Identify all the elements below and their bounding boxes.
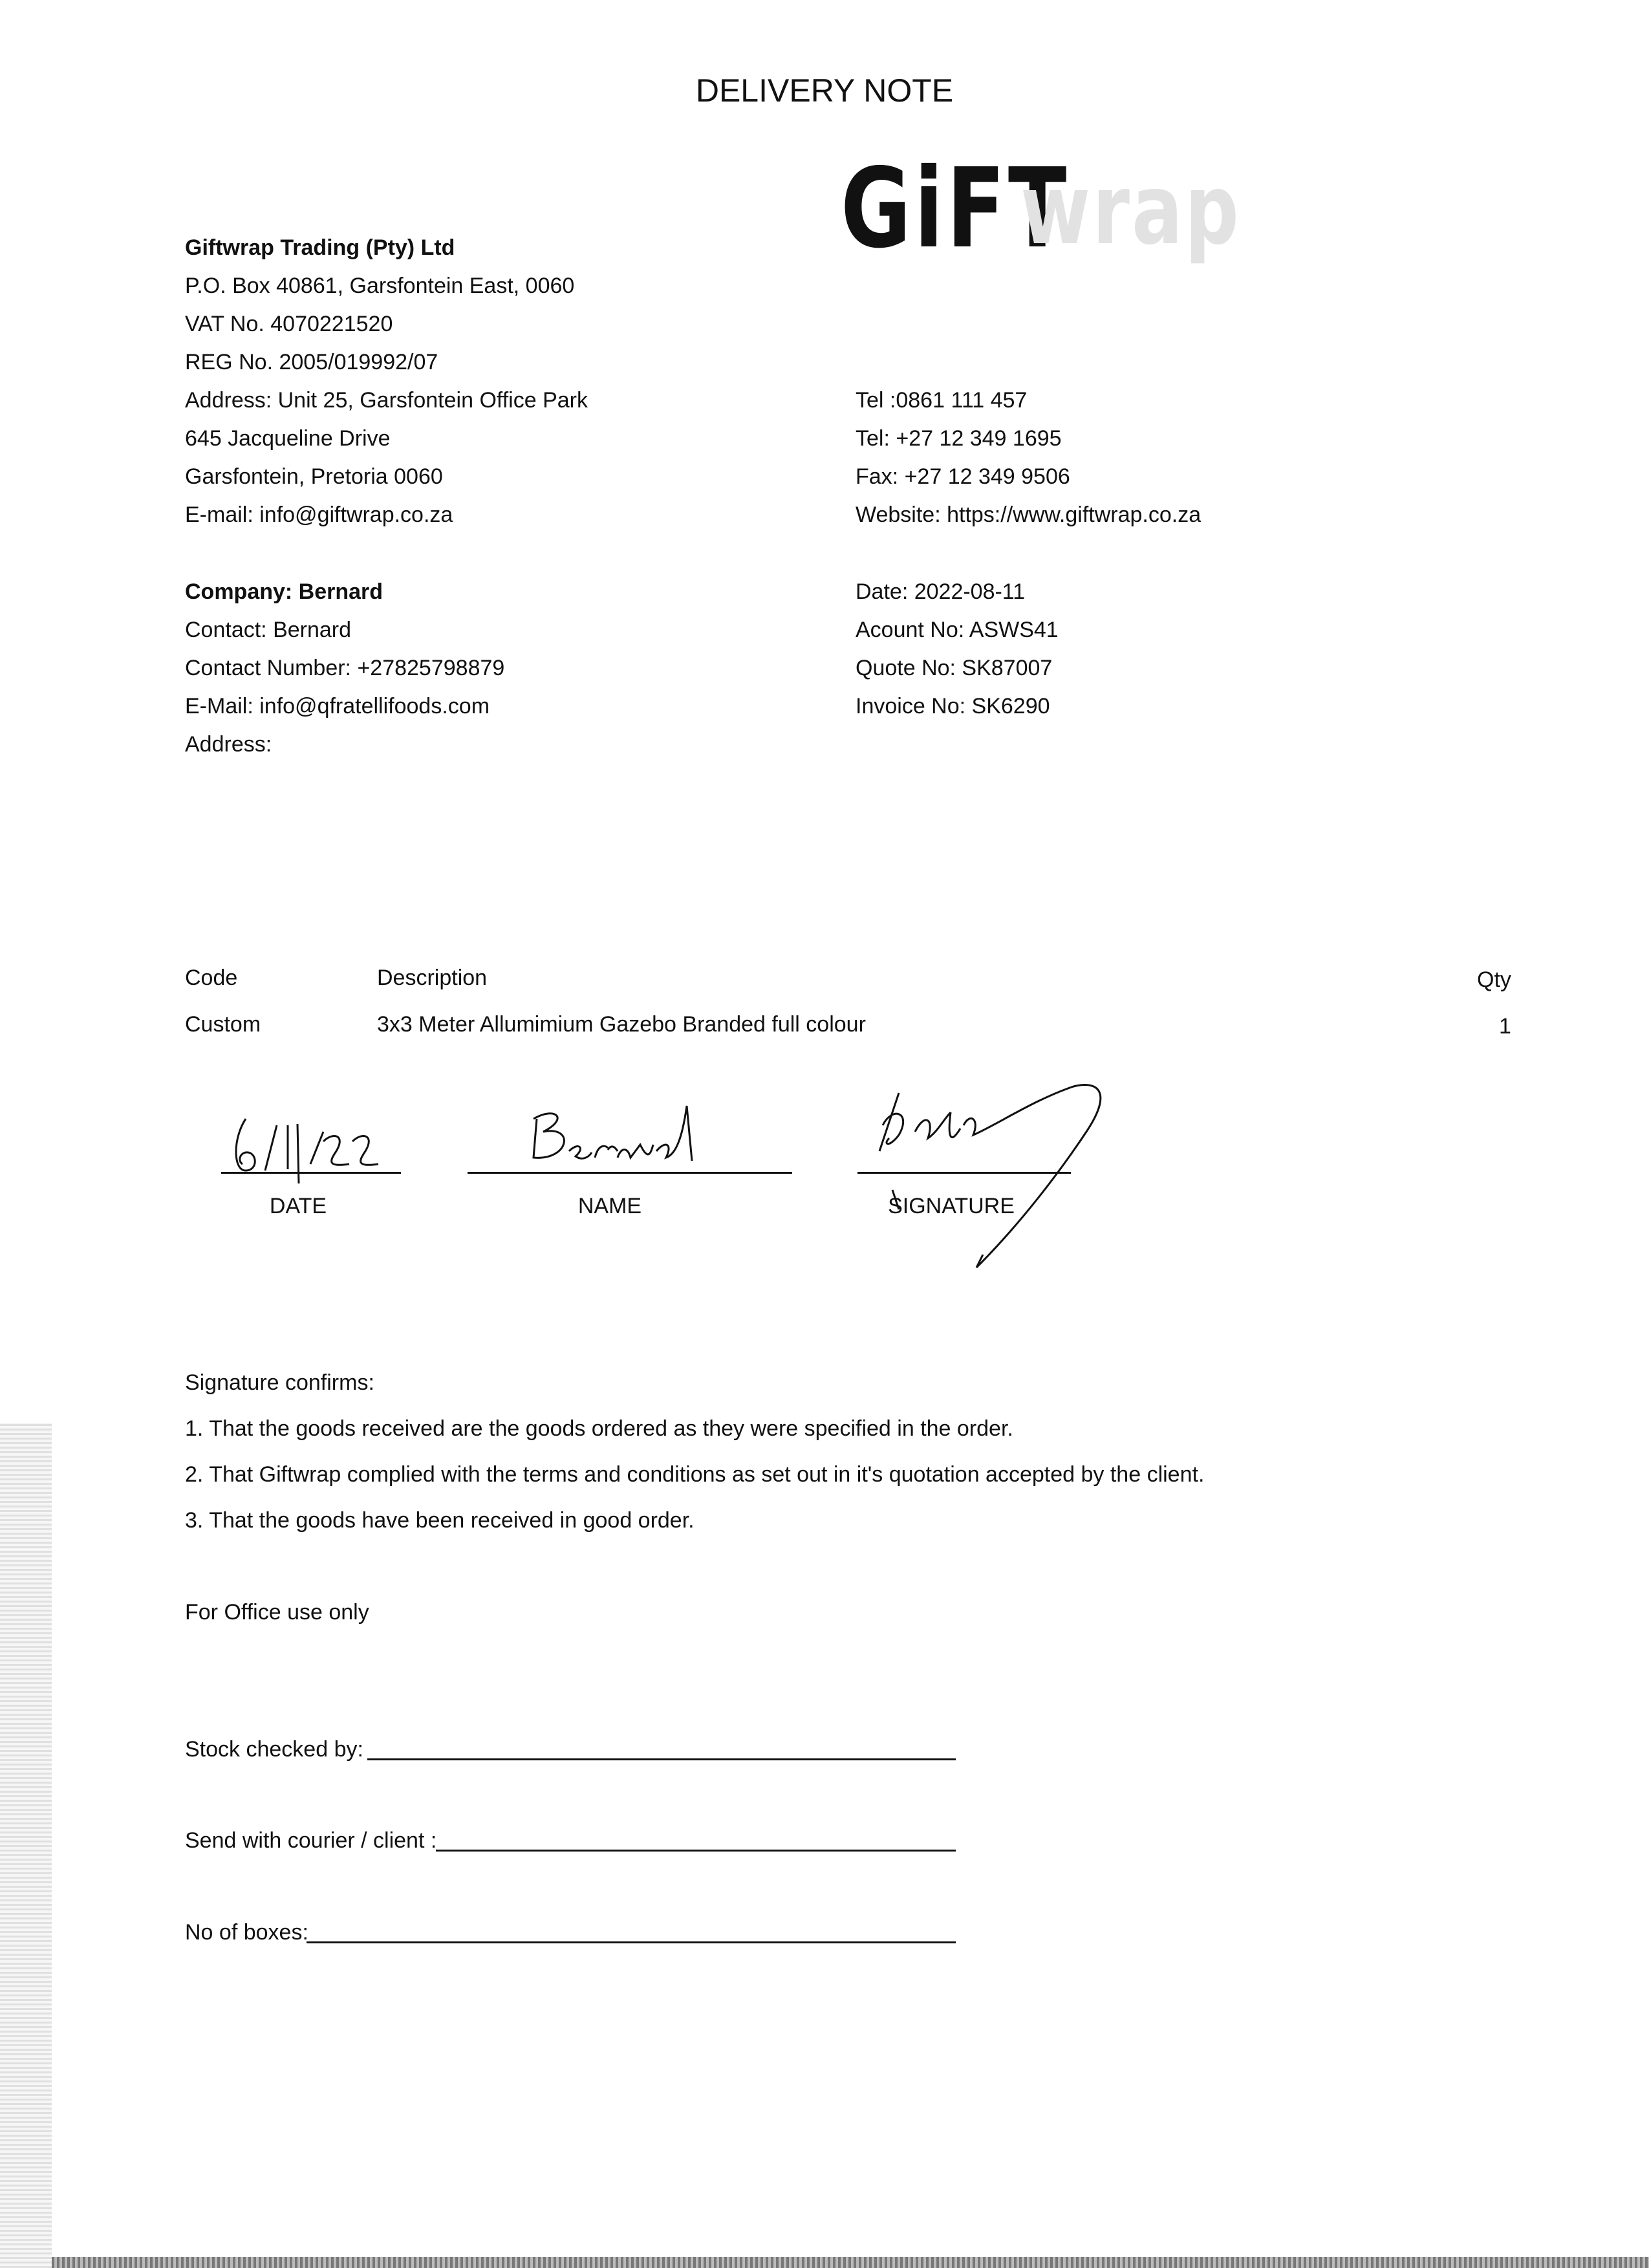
confirmation-heading: Signature confirms: xyxy=(185,1370,374,1395)
confirmation-item: 2. That Giftwrap complied with the terms and conditions as set out in it's quotation accepted by the client. xyxy=(185,1462,1205,1487)
meta-line: Quote No: SK87007 xyxy=(856,656,1053,680)
stock-checked-label: Stock checked by: xyxy=(185,1737,363,1762)
confirmation-item: 3. That the goods have been received in good order. xyxy=(185,1508,695,1533)
table-cell-qty: 1 xyxy=(1499,1014,1511,1039)
customer-line: Contact Number: +27825798879 xyxy=(185,656,505,680)
supplier-line: P.O. Box 40861, Garsfontein East, 0060 xyxy=(185,274,575,298)
table-cell-code: Custom xyxy=(185,1012,261,1037)
handwritten-signature xyxy=(854,1074,1125,1274)
logo-light-text: wrap xyxy=(1020,154,1241,266)
contact-line: Tel :0861 111 457 xyxy=(856,388,1028,413)
table-header-qty: Qty xyxy=(1477,967,1511,992)
table-header-description: Description xyxy=(377,966,488,990)
customer-line: E-Mail: info@qfratellifoods.com xyxy=(185,694,490,718)
boxes-line xyxy=(307,1941,956,1943)
boxes-label: No of boxes: xyxy=(185,1920,308,1945)
meta-line: Acount No: ASWS41 xyxy=(856,618,1059,642)
supplier-line: Address: Unit 25, Garsfontein Office Park xyxy=(185,388,588,413)
meta-line: Invoice No: SK6290 xyxy=(856,694,1050,718)
send-with-line xyxy=(436,1850,956,1852)
supplier-line: 645 Jacqueline Drive xyxy=(185,426,391,451)
supplier-name: Giftwrap Trading (Pty) Ltd xyxy=(185,235,455,260)
supplier-line: Garsfontein, Pretoria 0060 xyxy=(185,464,443,489)
scan-edge-left xyxy=(0,1423,52,2268)
contact-line: Website: https://www.giftwrap.co.za xyxy=(856,502,1202,527)
send-with-label: Send with courier / client : xyxy=(185,1828,437,1853)
logo-dark-text: GiFT xyxy=(841,145,1070,273)
scan-edge-bottom xyxy=(52,2257,1649,2268)
supplier-line: REG No. 2005/019992/07 xyxy=(185,350,438,374)
office-heading: For Office use only xyxy=(185,1600,369,1625)
supplier-line: VAT No. 4070221520 xyxy=(185,312,393,336)
contact-line: Tel: +27 12 349 1695 xyxy=(856,426,1062,451)
table-header-code: Code xyxy=(185,966,238,990)
signature-label: SIGNATURE xyxy=(888,1194,1015,1218)
stock-checked-line xyxy=(367,1758,956,1760)
name-label: NAME xyxy=(577,1194,642,1218)
date-label: DATE xyxy=(269,1194,327,1218)
handwritten-name xyxy=(517,1099,711,1177)
confirmation-item: 1. That the goods received are the goods ordered as they were specified in the order. xyxy=(185,1416,1013,1441)
document-title: DELIVERY NOTE xyxy=(695,72,954,109)
handwritten-date xyxy=(220,1099,407,1190)
customer-line: Address: xyxy=(185,732,272,757)
customer-line: Contact: Bernard xyxy=(185,618,352,642)
meta-line: Date: 2022-08-11 xyxy=(856,579,1026,604)
supplier-line: E-mail: info@giftwrap.co.za xyxy=(185,502,453,527)
table-cell-description: 3x3 Meter Allumimium Gazebo Branded full colour xyxy=(377,1012,866,1037)
contact-line: Fax: +27 12 349 9506 xyxy=(856,464,1070,489)
customer-company: Company: Bernard xyxy=(185,579,383,604)
